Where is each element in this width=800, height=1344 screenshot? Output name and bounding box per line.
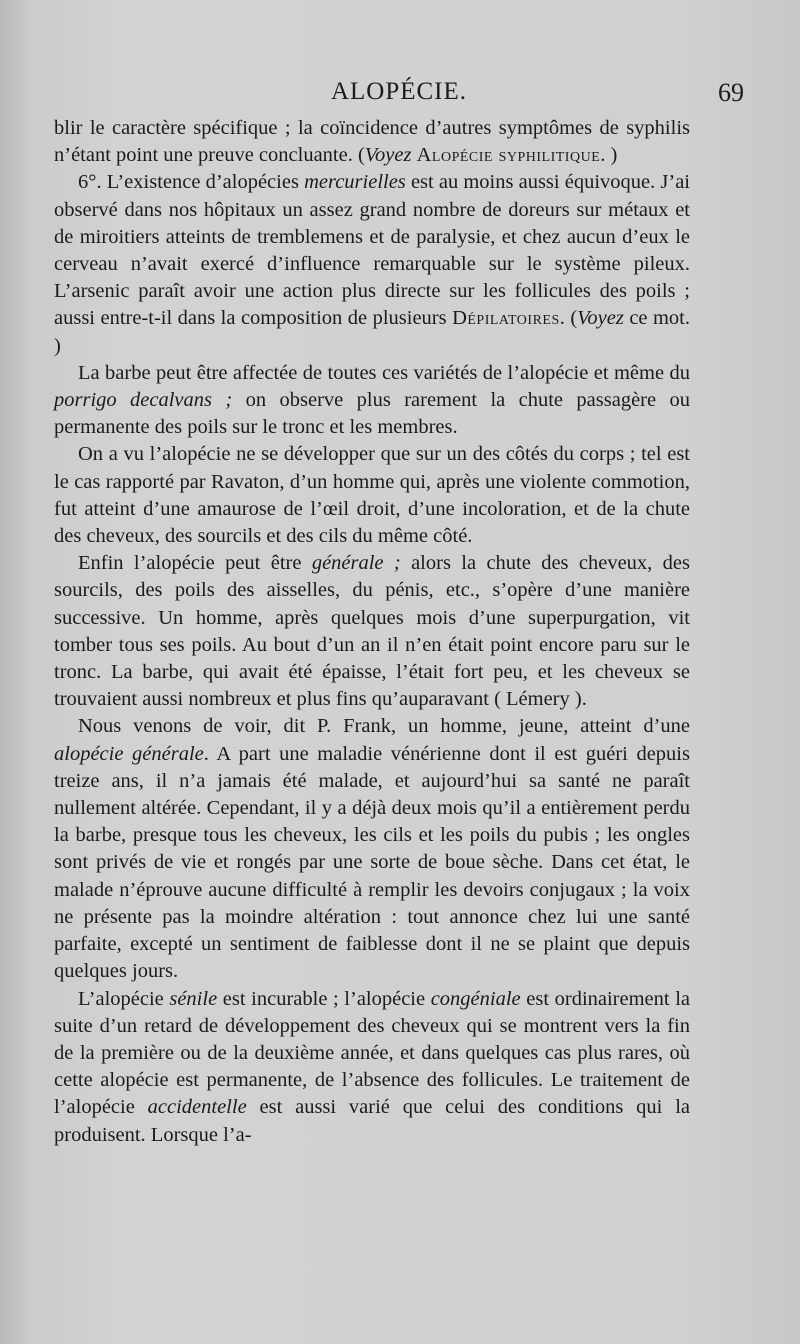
page-number: 69: [718, 78, 744, 107]
italic-text: alopécie générale: [54, 742, 204, 765]
paragraph: [54, 169, 690, 359]
text-run: L’alopécie: [78, 987, 170, 1010]
text-run: alors la chute des cheveux, des sourcils, des poils des aisselles, du pénis, etc., s’opère d’une manière successive. Un homme, après quelques mois d’une superpurgation, vit tomber tous ses poils. Au bout d’un an il n’en était point encore paru sur le tronc. La barbe, qui avait été épaisse, l’était fort peu, et les cheveux se trouvaient aussi nombreux et plus fins qu’auparavant ( Lémery ).: [54, 552, 690, 711]
text-run: blir le caractère spécifique ; la coïncidence d’autres symptômes de syphilis n’étant point une preuve concluante. (: [54, 117, 690, 167]
paragraph: [54, 550, 690, 713]
text-run: ce mot. ): [54, 307, 691, 357]
italic-text: accidentelle: [147, 1096, 247, 1119]
text-run: . (: [559, 307, 578, 330]
paragraph: [54, 441, 690, 550]
italic-text: porrigo decalvans ;: [54, 389, 233, 412]
text-run: 6°. L’existence d’alopécies: [78, 171, 305, 194]
running-title: ALOPÉCIE.: [330, 78, 468, 105]
italic-text: sénile: [169, 987, 218, 1010]
small-caps-text: Alopécie syphilitique: [416, 144, 601, 167]
italic-text: congéniale: [430, 987, 521, 1010]
italic-text: Voyez: [577, 307, 624, 330]
text-run: est au moins aussi équivoque. J’ai observé dans nos hôpitaux un assez grand nombre de doreurs sur métaux et de miroitiers atteints de tremblemens et de paralysie, et chez aucun d’eux le cerveau n’avait exercé d’influence remarquable sur le système pileux. L’arsenic paraît avoir une action plus directe sur les follicules des poils ; aussi entre-t-il dans la composition de plusieurs: [54, 171, 690, 330]
text-run: est incurable ; l’alopécie: [217, 987, 431, 1010]
small-caps-text: Dépilatoires: [452, 307, 560, 330]
text-run: . A part une maladie vénérienne dont il est guéri depuis treize ans, il n’a jamais été malade, et aujourd’hui sa santé ne paraît nullement altérée. Cependant, il y a déjà deux mois qu’il a entièrement perdu la barbe, presque tous les cheveux, les cils et les poils du pubis ; les ongles sont privés de vie et rongés par une sorte de boue sèche. Dans cet état, le malade n’éprouve aucune difficulté à remplir les devoirs conjugaux ; la voix ne présente pas la moindre altération : tout annonce chez lui une santé parfaite, excepté un sentiment de faiblesse dont il ne se plaint que depuis quelques jours.: [54, 742, 690, 983]
text-run: . ): [600, 144, 618, 167]
italic-text: Voyez: [364, 144, 412, 167]
text-run: on observe plus rarement la chute passagère ou permanente des poils sur le tronc et les membres.: [54, 389, 690, 439]
paragraph: [54, 115, 690, 169]
text-run: est ordinairement la suite d’un retard de développement des cheveux qui se montrent vers la fin de la première ou de la deuxième année, et dans quelques cas plus rares, où cette alopécie est permanente, de l’absence des follicules. Le traitement de l’alopécie: [54, 987, 690, 1119]
text-run: Nous venons de voir, dit P. Frank, un homme, jeune, atteint d’une: [78, 715, 690, 738]
italic-text: générale ;: [311, 552, 401, 575]
paragraph: [54, 713, 690, 985]
italic-text: mercurielles: [304, 171, 406, 194]
text-run: La barbe peut être affectée de toutes ces variétés de l’alopécie et même du: [78, 361, 690, 384]
body-text: [54, 115, 690, 1149]
text-run: est aussi varié que celui des conditions qui la produisent. Lorsque l’a-: [54, 1096, 690, 1146]
text-run: On a vu l’alopécie ne se développer que sur un des côtés du corps ; tel est le cas rapporté par Ravaton, d’un homme qui, après une violente commotion, fut atteint d’une amaurose de l’œil droit, d’une incoloration, et de la chute des cheveux, des sourcils et des cils du même côté.: [54, 443, 690, 548]
paragraph: [54, 986, 690, 1149]
text-run: Enfin l’alopécie peut être: [78, 552, 312, 575]
page-header: [54, 78, 744, 112]
paragraph: [54, 360, 690, 442]
